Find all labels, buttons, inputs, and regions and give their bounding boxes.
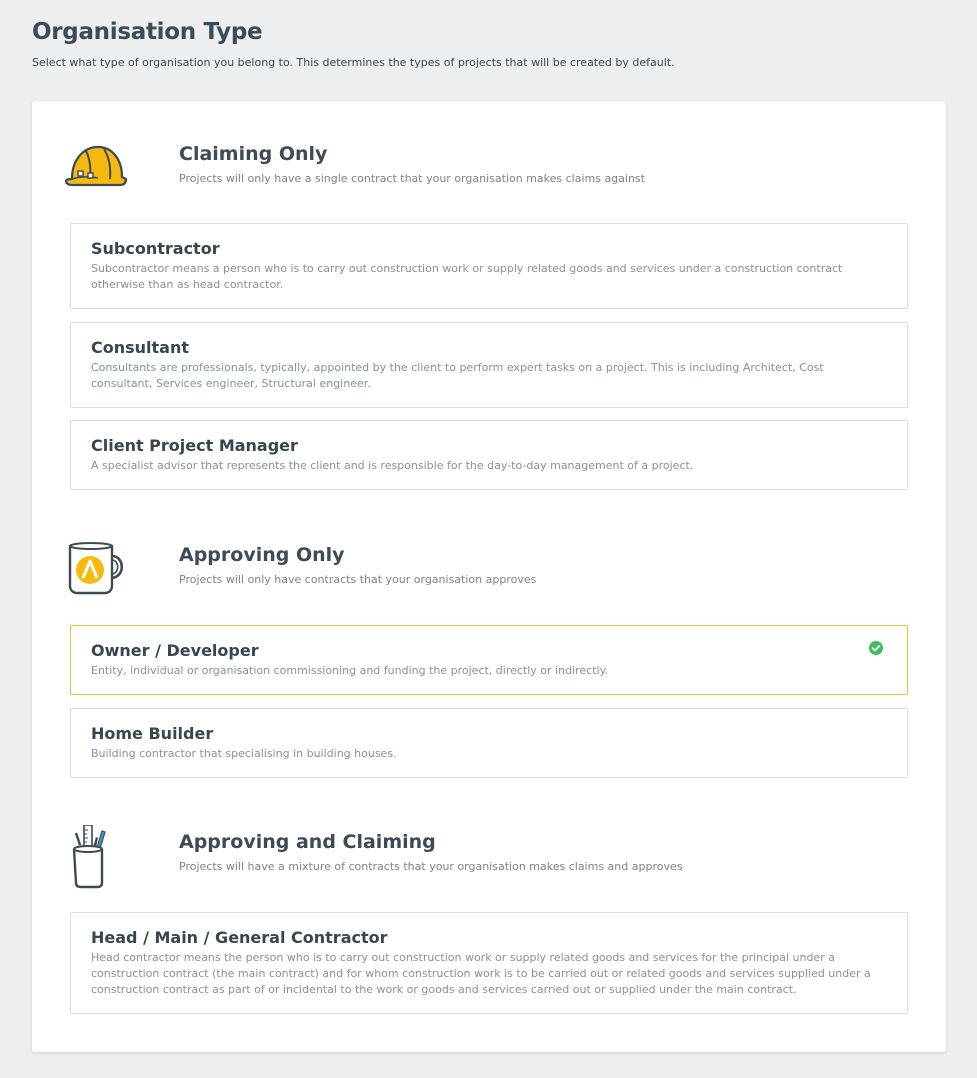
section-title: Claiming Only xyxy=(179,143,328,165)
section-approving-only xyxy=(64,538,904,608)
page-title: Organisation Type xyxy=(32,19,263,45)
page-description: Select what type of organisation you belong to. This determines the types of projects that will be created by default. xyxy=(32,56,675,69)
section-title: Approving Only xyxy=(179,544,345,566)
option-description: Head contractor means the person who is to carry out construction work or supply related goods and services for the principal under a construction contract (the main contract) and for whom construction work is to be carried out or related goods and services supplied under a construction contract as part of or incidental to the work or goods and services carried out or supplied under the main contract. xyxy=(91,951,871,996)
option-title: Owner / Developer xyxy=(91,641,259,660)
option-subcontractor[interactable] xyxy=(70,223,908,309)
option-description: Subcontractor means a person who is to carry out construction work or supply related goods and services under a construction contract otherwise than as head contractor. xyxy=(91,262,843,291)
section-description: Projects will only have a single contract that your organisation makes claims against xyxy=(179,172,645,185)
option-head-main-general-contractor[interactable] xyxy=(70,912,908,1014)
section-description: Projects will have a mixture of contracts that your organisation makes claims and approves xyxy=(179,860,683,873)
option-description: Consultants are professionals, typically, appointed by the client to perform expert tasks on a project. This is including Architect, Cost consultant, Services engineer, Structural engineer. xyxy=(91,361,824,390)
check-circle-icon xyxy=(869,641,883,655)
page-header xyxy=(32,16,952,70)
option-title: Client Project Manager xyxy=(91,436,298,455)
option-title: Subcontractor xyxy=(91,239,220,258)
option-description: A specialist advisor that represents the client and is responsible for the day-to-day management of a project. xyxy=(91,459,694,472)
organisation-type-panel xyxy=(32,101,946,1052)
pencil-cup-icon xyxy=(64,825,130,895)
section-approving-and-claiming xyxy=(64,825,904,895)
option-home-builder[interactable] xyxy=(70,708,908,778)
section-title: Approving and Claiming xyxy=(179,831,436,853)
section-claiming-only xyxy=(64,137,904,207)
option-title: Home Builder xyxy=(91,724,214,743)
option-consultant[interactable] xyxy=(70,322,908,408)
option-title: Head / Main / General Contractor xyxy=(91,928,388,947)
option-owner-developer[interactable] xyxy=(70,625,908,695)
section-description: Projects will only have contracts that your organisation approves xyxy=(179,573,537,586)
option-description: Building contractor that specialising in building houses. xyxy=(91,747,397,760)
option-description: Entity, individual or organisation commissioning and funding the project, directly or indirectly. xyxy=(91,664,609,677)
option-client-project-manager[interactable] xyxy=(70,420,908,490)
mug-icon xyxy=(64,538,130,608)
option-title: Consultant xyxy=(91,338,190,357)
hard-hat-icon xyxy=(64,137,130,207)
